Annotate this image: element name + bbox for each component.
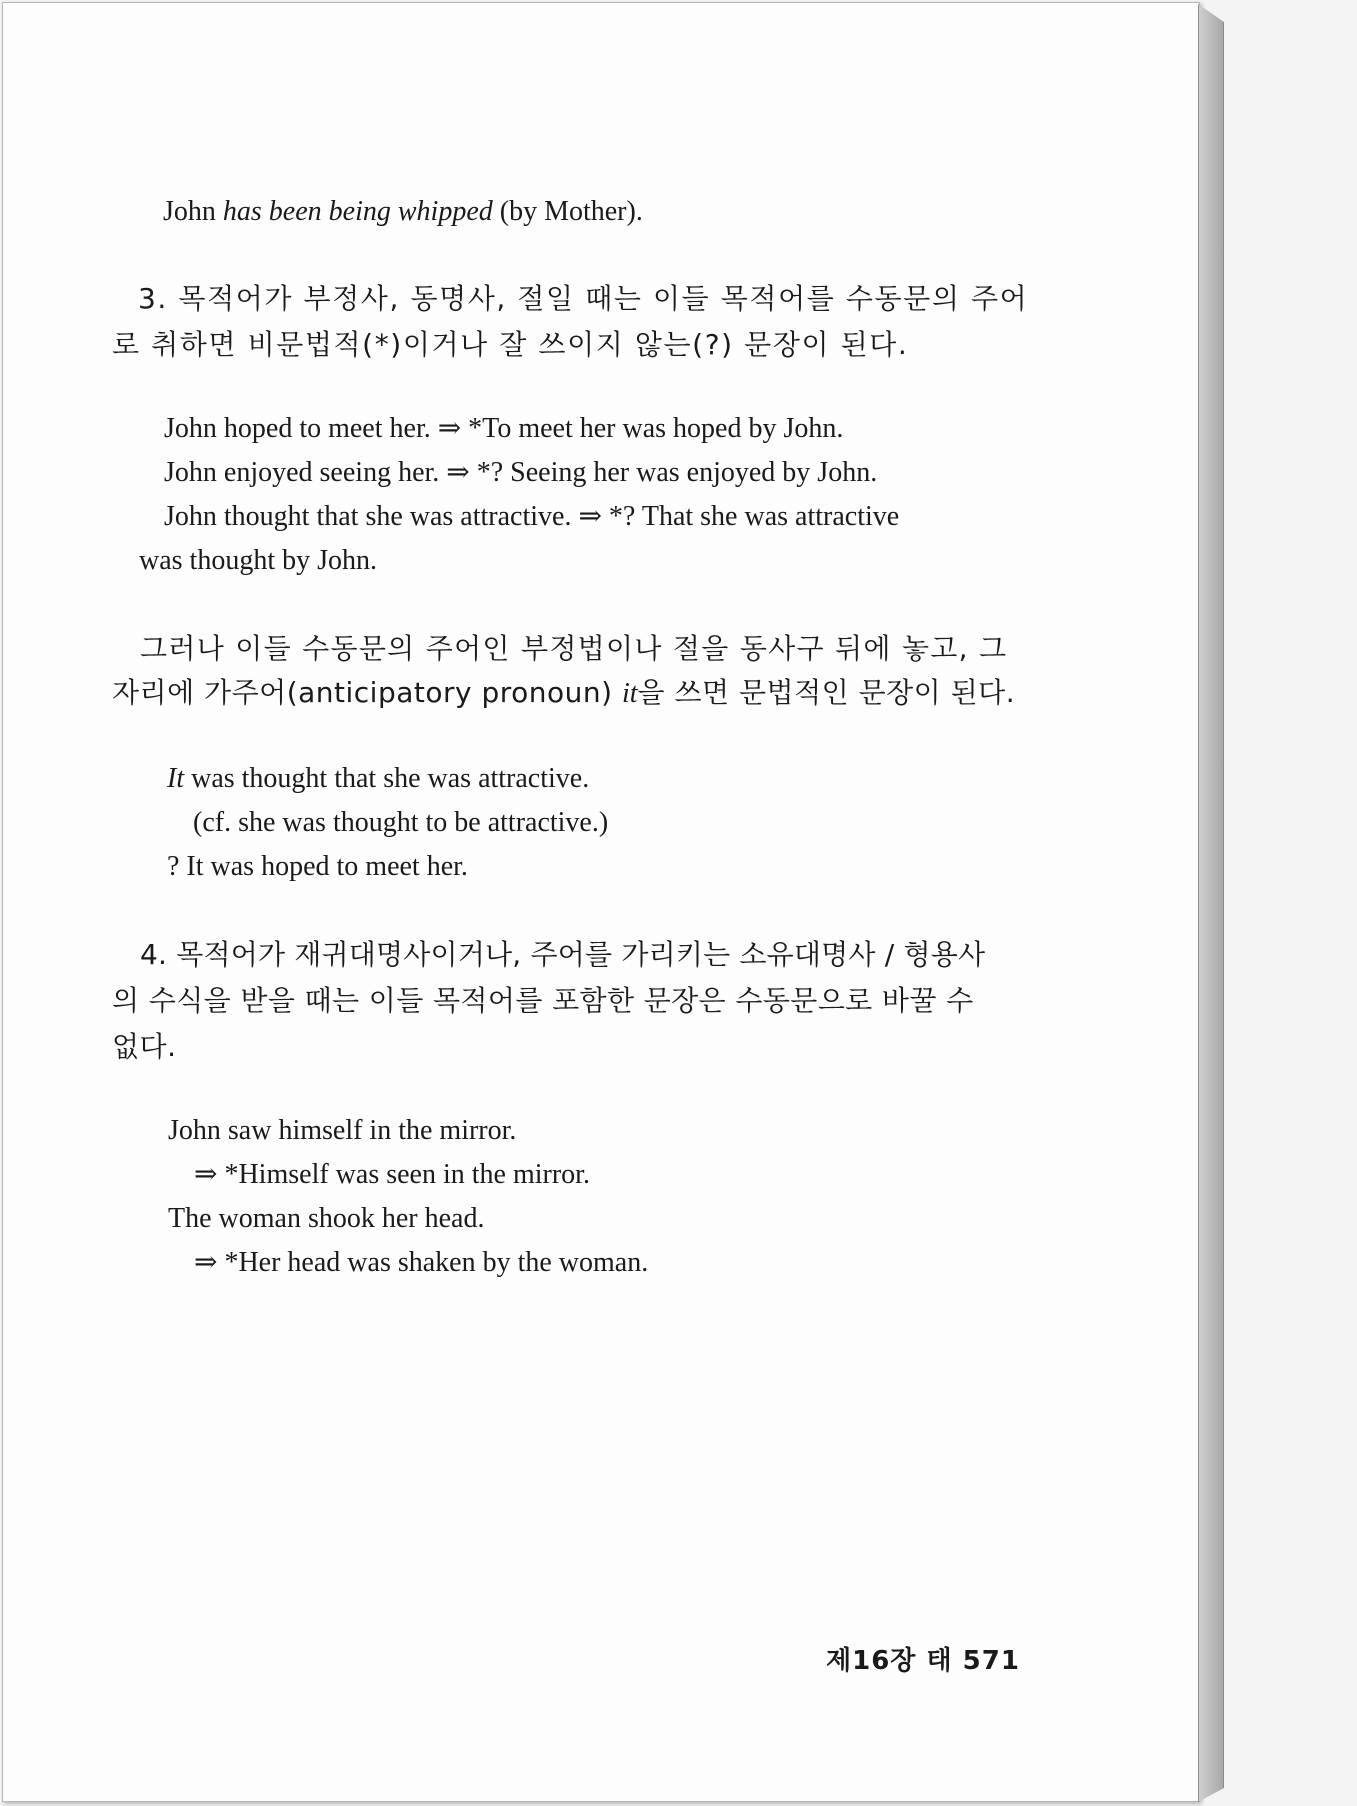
section-4-line-3: 없다. [112,1030,177,1063]
text-run: 을 쓰면 문법적인 문장이 된다. [637,676,1016,709]
italic-verb-phrase: has been being whipped [222,196,493,227]
example-line: was thought by John. [139,545,377,576]
example-line [167,762,589,796]
text-run: John [163,196,223,227]
section-3-line-1: 3. 목적어가 부정사, 동명사, 절일 때는 이들 목적어를 수동문의 주어 [138,282,1029,315]
italic-it: it [621,678,638,709]
example-line: John saw himself in the mirror. [168,1115,517,1146]
section-4-line-2: 의 수식을 받을 때는 이들 목적어를 포함한 문장은 수동문으로 바꿀 수 [112,984,974,1017]
section-3-line-2: 로 취하면 비문법적(*)이거나 잘 쓰이지 않는(?) 문장이 된다. [112,328,909,361]
book-page [2,2,1200,1802]
text-run: was thought that she was attractive. [184,763,590,794]
example-line: (cf. she was thought to be attractive.) [193,807,609,838]
text-run: 자리에 가주어(anticipatory pronoun) [112,676,622,709]
section-4-line-1: 4. 목적어가 재귀대명사이거나, 주어를 가리키는 소유대명사 / 형용사 [140,938,986,971]
example-line: ⇒ *Himself was seen in the mirror. [194,1159,590,1190]
example-line: John enjoyed seeing her. ⇒ *? Seeing her was enjoyed by John. [164,457,878,488]
example-line: The woman shook her head. [168,1203,485,1234]
example-line: ? It was hoped to meet her. [167,851,468,882]
example-line [163,195,643,229]
example-line: ⇒ *Her head was shaken by the woman. [194,1247,649,1278]
text-run: (by Mother). [492,196,643,227]
page-edge [1198,4,1224,1802]
paragraph-line-2 [112,676,1015,711]
example-line: John hoped to meet her. ⇒ *To meet her was hoped by John. [164,413,844,444]
paragraph-line-1: 그러나 이들 수동문의 주어인 부정법이나 절을 동사구 뒤에 놓고, 그 [140,632,1008,665]
italic-it: It [167,763,185,794]
page-footer: 제16장 태 571 [826,1646,1020,1676]
example-line: John thought that she was attractive. ⇒ *? That she was attractive [164,501,900,532]
